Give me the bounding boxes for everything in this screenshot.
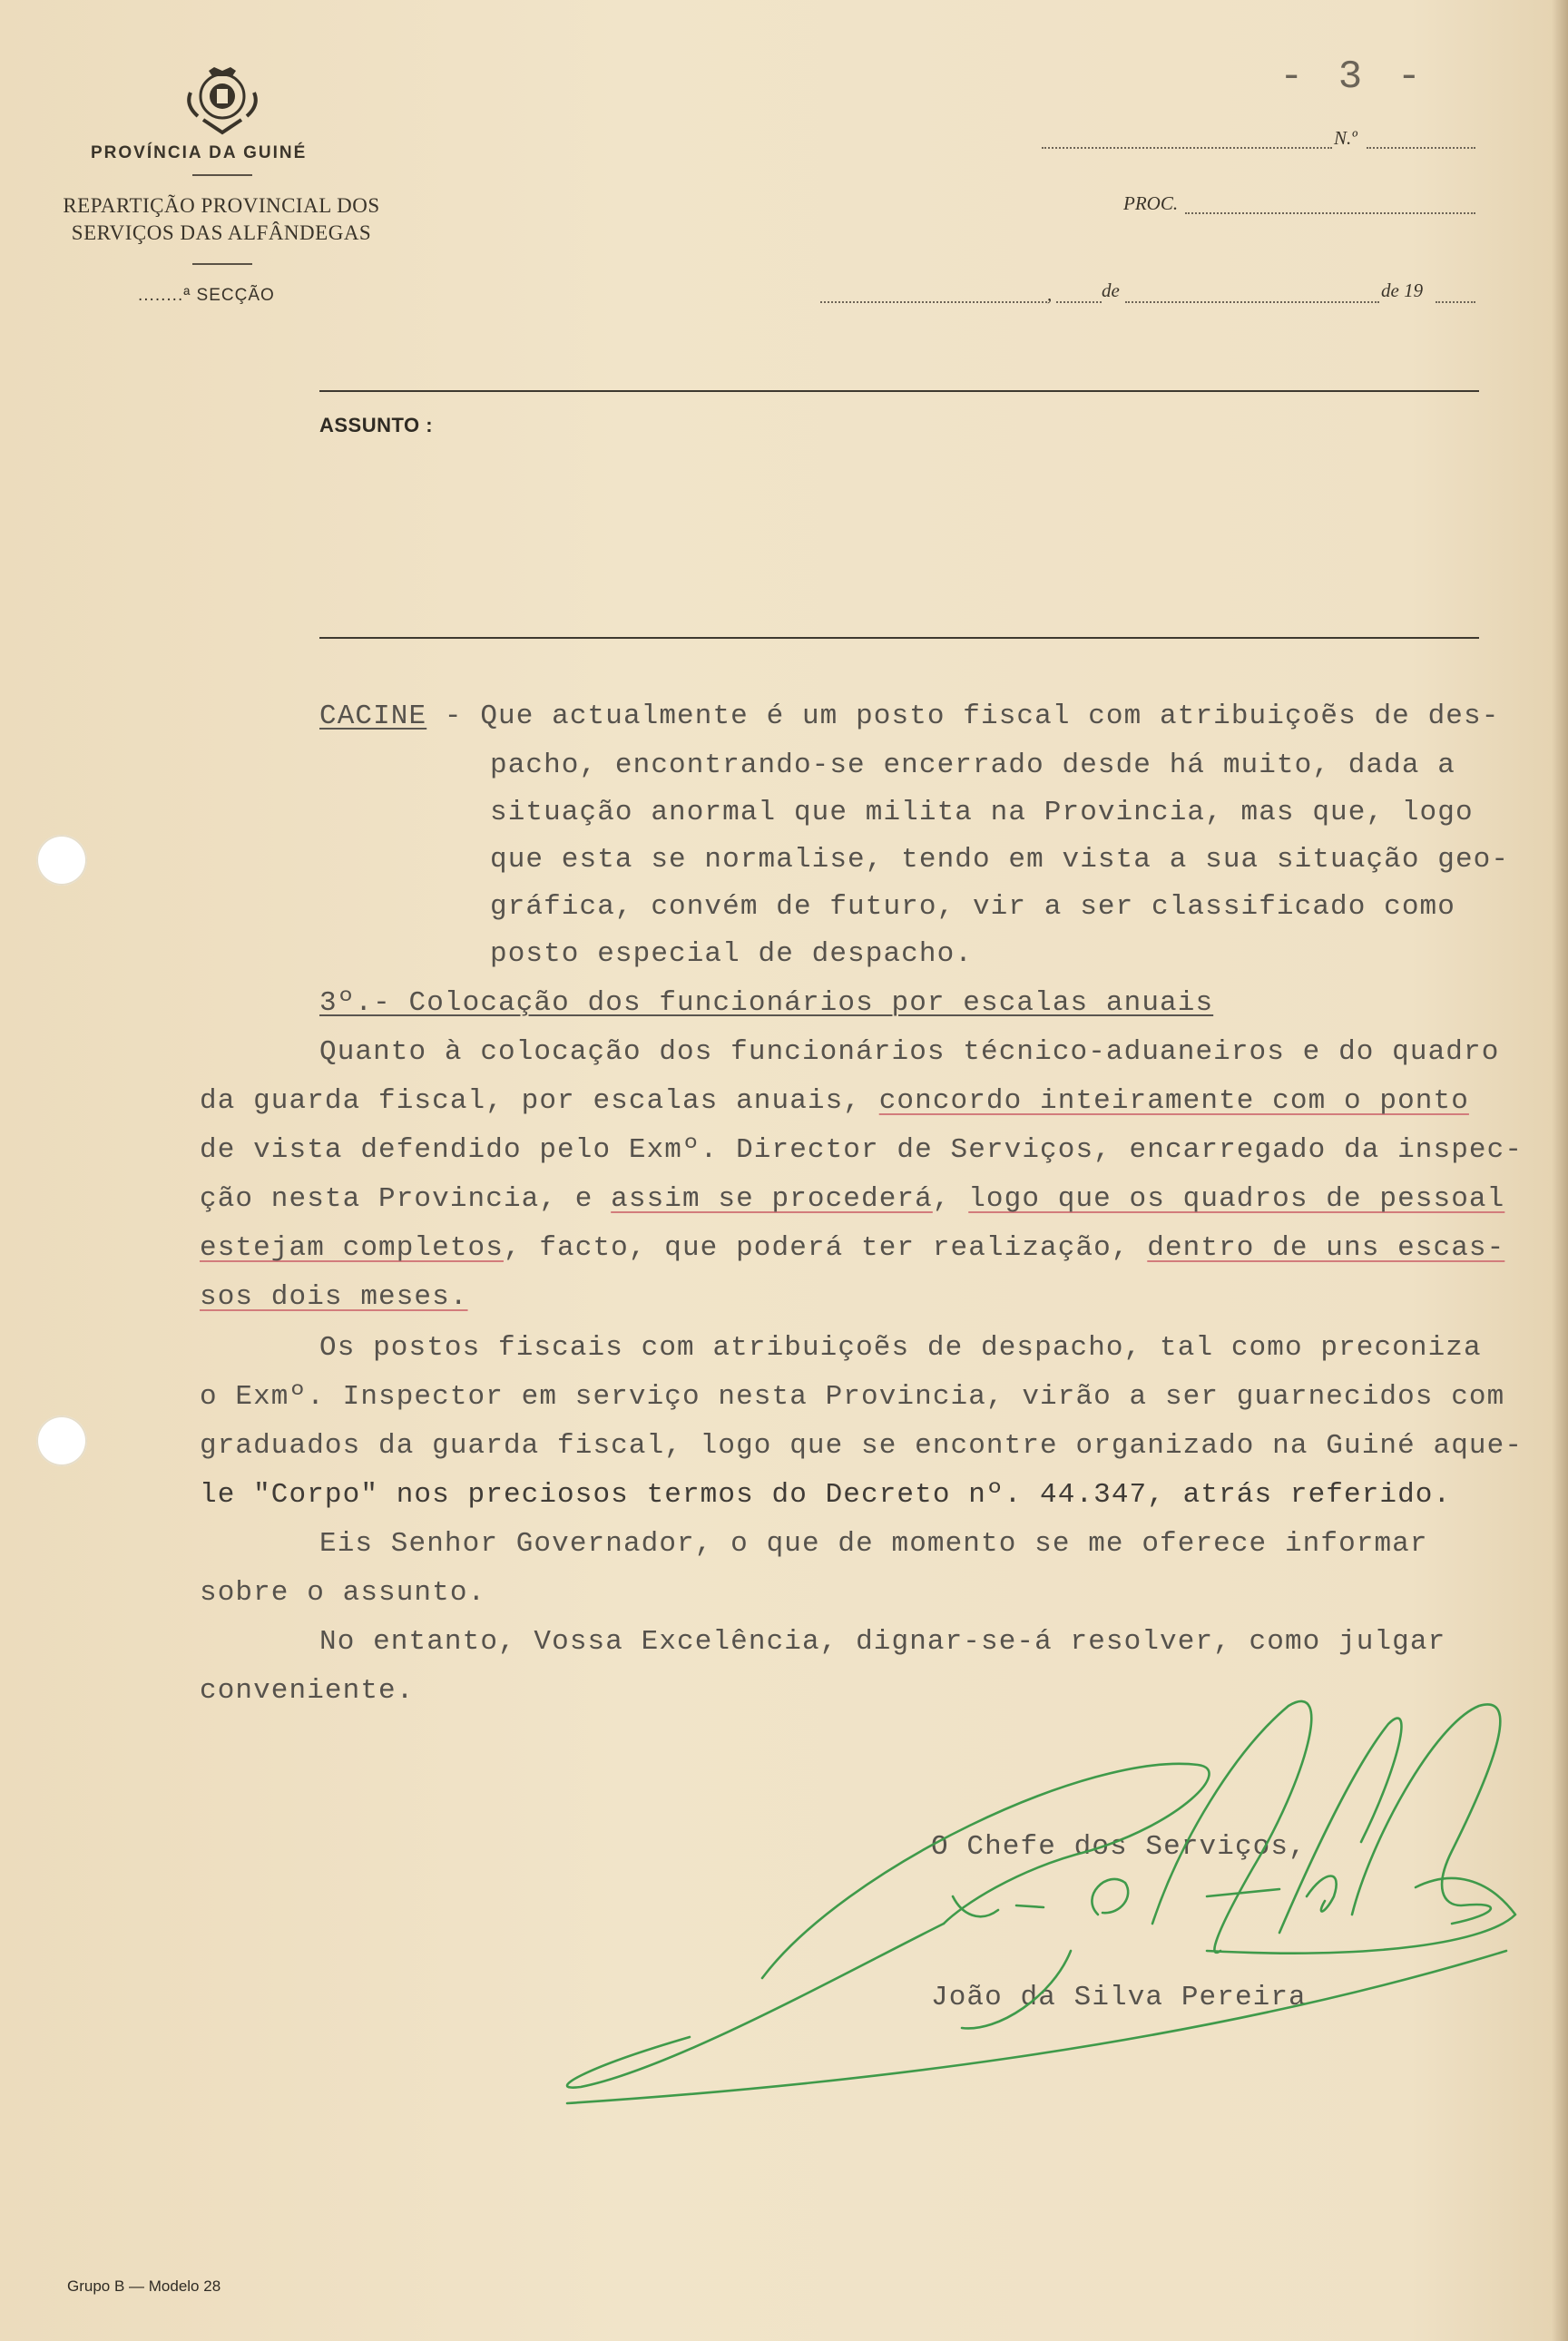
signatory-title: O Chefe dos Serviços, [931, 1831, 1307, 1863]
department-name [58, 192, 385, 247]
body-line: de vista defendido pelo Exmº. Director de Serviços, encarregado da inspec- [200, 1134, 1524, 1166]
body-line: Os postos fiscais com atribuiçoẽs de despacho, tal como preconiza [319, 1332, 1482, 1364]
body-line: Quanto à colocação dos funcionários técnico-aduaneiros e do quadro [319, 1036, 1500, 1068]
body-line: Eis Senhor Governador, o que de momento se me oferece informar [319, 1528, 1428, 1560]
subject-top-rule [319, 390, 1479, 392]
body-line: No entanto, Vossa Excelência, dignar-se-á resolver, como julgar [319, 1626, 1446, 1658]
department-line-2: SERVIÇOS DAS ALFÂNDEGAS [71, 221, 372, 244]
number-field-line [1042, 147, 1332, 149]
body-line: o Exmº. Inspector em serviço nesta Provincia, virão a ser guarnecidos com [200, 1381, 1505, 1413]
proc-field-line [1185, 212, 1475, 214]
province-name: PROVÍNCIA DA GUINÉ [91, 143, 308, 162]
red-underlined-text: estejam completos [200, 1232, 504, 1264]
body-line [200, 1232, 1504, 1264]
number-field-line-2 [1367, 147, 1475, 149]
body-line [200, 1085, 1469, 1117]
text-span: da guarda fiscal, por escalas anuais, [200, 1085, 879, 1117]
red-underlined-text: concordo inteiramente com o ponto [878, 1085, 1469, 1117]
page-number: - 3 - [1279, 54, 1427, 100]
body-line: que esta se normalise, tendo em vista a sua situação geo- [490, 844, 1510, 876]
red-underlined-text: dentro de uns escas- [1147, 1232, 1505, 1264]
subject-label: ASSUNTO : [319, 414, 434, 436]
cacine-label: CACINE [319, 700, 427, 732]
punch-hole-top [36, 835, 87, 886]
body-line: gráfica, convém de futuro, vir a ser classificado como [490, 891, 1455, 923]
body-line [200, 1183, 1504, 1215]
number-label: N.º [1334, 127, 1357, 149]
date-month-line [1125, 301, 1379, 303]
proc-label: PROC. [1123, 192, 1179, 214]
date-day-line [1056, 301, 1102, 303]
signatory-name: João da Silva Pereira [931, 1982, 1307, 2013]
text-span: , facto, que poderá ter realização, [503, 1232, 1148, 1264]
body-line [319, 700, 1499, 732]
body-line: le "Corpo" nos preciosos termos do Decreto nº. 44.347, atrás referido. [200, 1479, 1452, 1511]
body-line: graduados da guarda fiscal, logo que se encontre organizado na Guiné aque- [200, 1430, 1524, 1462]
punch-hole-bottom [36, 1415, 87, 1466]
text-span: , [932, 1183, 969, 1215]
paper-edge-shadow [1552, 0, 1568, 2341]
red-underlined-text: assim se procederá [611, 1183, 933, 1215]
section-3-heading: 3º.- Colocação dos funcionários por escalas anuais [319, 987, 1214, 1019]
department-line-1: REPARTIÇÃO PROVINCIAL DOS [63, 194, 380, 217]
date-year-line [1436, 301, 1475, 303]
header-divider [192, 174, 252, 176]
date-de-label: de [1102, 279, 1120, 301]
body-line: conveniente. [200, 1675, 415, 1707]
body-line: posto especial de despacho. [490, 938, 973, 970]
red-underlined-text: logo que os quadros de pessoal [968, 1183, 1505, 1215]
coat-of-arms-icon [181, 65, 263, 138]
section-label: ........ª SECÇÃO [138, 286, 275, 305]
body-line: pacho, encontrando-se encerrado desde há muito, dada a [490, 749, 1455, 781]
date-place-line [820, 301, 1047, 303]
cacine-line-1: - Que actualmente é um posto fiscal com atribuiçoẽs de des- [426, 700, 1500, 732]
form-model-footer: Grupo B — Modelo 28 [67, 2277, 221, 2295]
date-comma: , [1047, 283, 1053, 305]
header-divider-2 [192, 263, 252, 265]
body-line: situação anormal que milita na Provincia, mas que, logo [490, 797, 1474, 828]
subject-bottom-rule [319, 637, 1479, 639]
date-year-label: de 19 [1381, 279, 1424, 301]
body-line: sobre o assunto. [200, 1577, 486, 1609]
text-span: ção nesta Provincia, e [200, 1183, 612, 1215]
body-line: sos dois meses. [200, 1281, 468, 1313]
